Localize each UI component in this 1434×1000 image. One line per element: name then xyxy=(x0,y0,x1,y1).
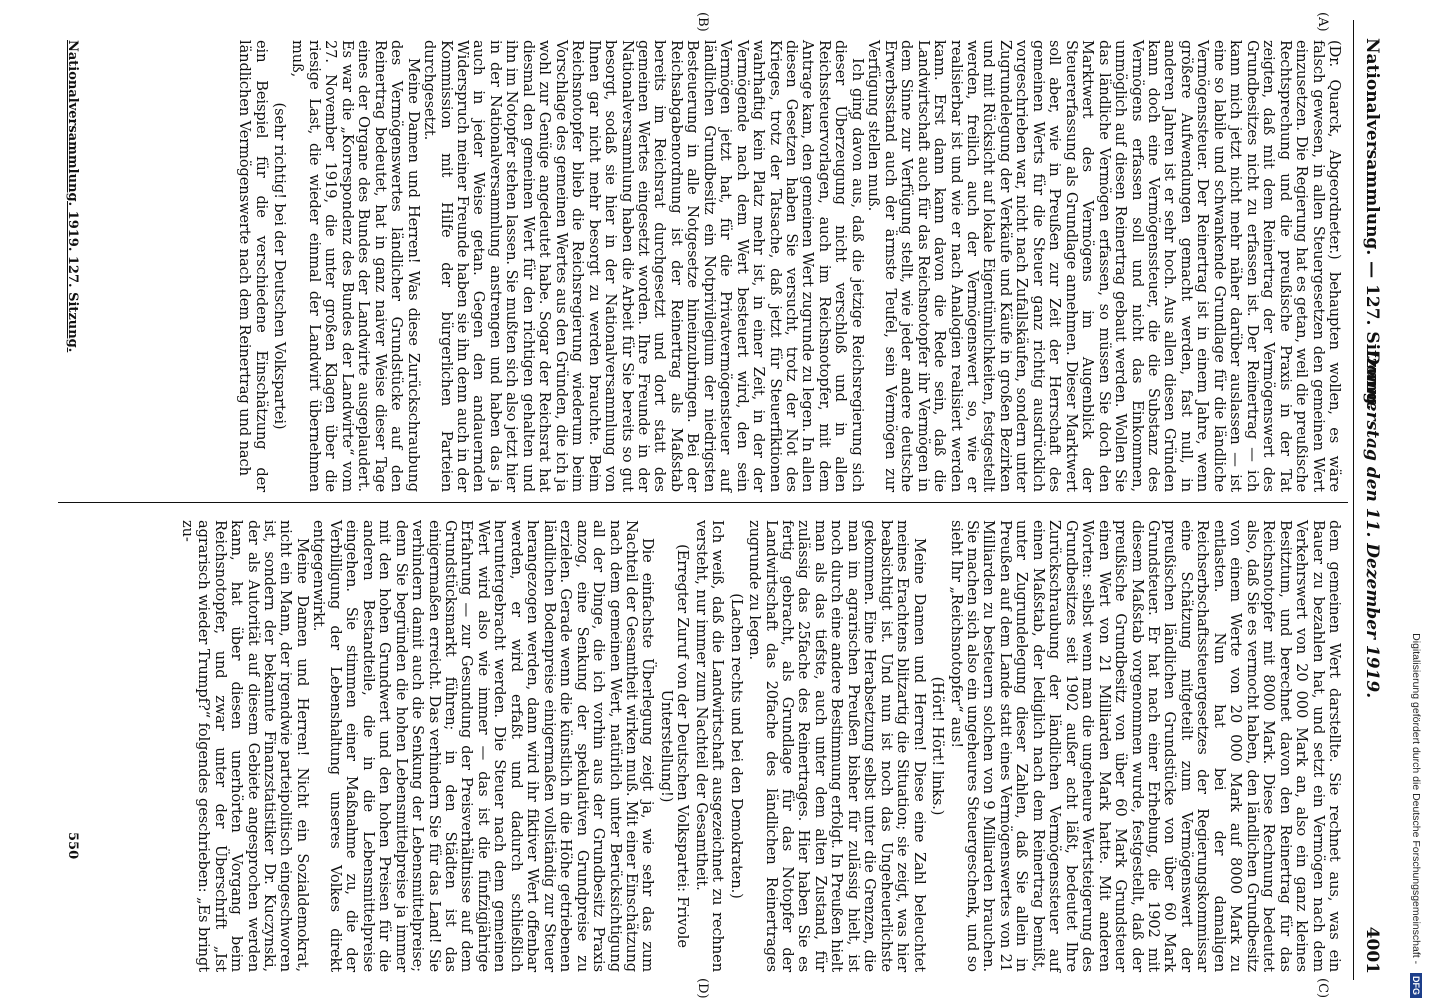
paragraph: ein Beispiel für die verschiedene Einschätzung der ländlichen Vermögenswerte nach dem Reinertrag und nach xyxy=(236,40,270,492)
digitization-credit xyxy=(1404,8,1428,998)
paragraph: Meine Damen und Herren! Diese eine Zahl beleuchtet meines Erachtens blitzartig die Situation; sie zeigt, was hier beabsichtigt ist. Und nun ist noch das Ungeheuerlichste gekommen. Eine Herabsetzung selbst unter die Grenzen, die man im agrarischen Preußen bisher für zulässig hielt, ist noch durch eine andere Bestimmung erfolgt. In Preußen hielt man als das tiefste, auch unter dem alten Zustand, für zulässig das 25fache des Reinertrages. Hier haben Sie es fertig gebracht, als Grundlage für das Notopfer der Landwirtschaft das 20fache des ländlichen Reinertrages zugrunde zu legen. xyxy=(746,520,928,972)
paragraph: dem gemeinen Wert darstellte. Sie rechnet aus, was ein Bauer zu bezahlen hat, und setzt ein Vermögen nach dem Verkehrswert von 20 000 Mark an, also ein ganz kleines Besitztum, und berechnet davon den Reinertrag für das Reichsnotopfer mit 8000 Mark. Diese Rechnung bedeutet also, daß Sie es vermocht haben, den ländlichen Grundbesitz von einem Werte von 20 000 Mark auf 8000 Mark zu entlasten. Nun hat bei der damaligen Reichserbschaftssteuergesetzes der Regierungskommissar eine Schätzung mitgeteilt zum Vermögenswert der preußischen ländlichen Grundstücke von über 60 Mark Grundsteuer. Er hat nach einer Erhebung, die 1902 mit diesem Maßstab vorgenommen wurde, festgestellt, daß der preußische Grundbesitz von über 60 Mark Grundsteuer einen Wert von 21 Milliarden Mark hatte. Mit anderen Worten: selbst wenn man die ungeheure Wertsteigerung des Grundbesitzes seit 1902 außer acht läßt, bedeutet Ihre Zurückschraubung der ländlichen Vermögenssteuer auf einen Maßstab, der lediglich nach dem Reinertrag bemißt, unter Zugrundelegung dieser Zahlen, daß Sie allein in Preußen auf dem Lande statt eines Vermögenswertes von 21 Milliarden zu besteuern solchen von 9 Milliarden brauchen. Sie machen sich also ein ungeheures Steuergeschenk, und so sieht Ihr „Reichsnotopfer“ aus! xyxy=(947,520,1343,972)
paragraph: Ich weiß, daß die Landwirtschaft ausgezeichnet zu rechnen versteht, nur immer zum Nachteil der Gesamtheit. xyxy=(692,520,727,972)
paragraph: (Dr. Quarck, Abgeordneter.) behaupten wollen, es wäre falsch gewesen, in allen Steuergesetzen den gemeinen Wert einzusetzen. Die Regierung hat es getan, weil die preußische Rechtsprechung und die preußische Praxis in der Tat zeigten, daß mit dem Reinertrag der Vermögenswert des Grundbesitzes nicht zu erfassen ist. Der Reinertrag — ich kann mich jetzt nicht mehr näher darüber auslassen — ist eine so labile und schwankende Grundlage für die ländliche Vermögenssteuer. Der Reinertrag ist in einem Jahre, wenn größere Aufwendungen gemacht werden, fast null, in anderen Jahren ist er sehr hoch. Aus allen diesen Gründen kann doch eine Vermögenssteuer, die die Substanz des Vermögens erfassen soll und nicht das Einkommen, unmöglich auf diesen Reinertrag gebaut werden. Wollen Sie das ländliche Vermögen erfassen, so müssen Sie doch den Marktwert des Vermögens im Augenblick der Steuererfassung als Grundlage annehmen. Dieser Marktwert soll aber, wie in Preußen zur Zeit der Herrschaft des gemeinen Werts für die Steuer ganz richtig ausdrücklich vorgeschrieben war, nicht nach Zufallskäufen, sondern unter Zugrundelegung der Verkäufe und Käufe in großen Bezirken und mit Rücksicht auf lokale Eigentümlichkeiten, festgestellt werden, freilich auch der Vermögenswert so, wie er realisierbar ist und wie er nach Analogien realisiert werden kann. Erst dann kann davon die Rede sein, daß die Landwirtschaft auch für das Reichsnotopfer ihr Vermögen in dem Sinne zur Verfügung stellt, wie jeder andere deutsche Erwerbsstand auch der ärmste Teufel, sein Vermögen zur Verfügung stellen muß. xyxy=(865,40,1343,492)
margin-marker-a: (A) xyxy=(1315,12,1330,32)
interjection: (sehr richtig! bei der Deutschen Volkspartei) xyxy=(271,102,288,430)
margin-marker-d: (D) xyxy=(695,978,710,999)
credit-text: Digitalisierung gefördert durch die Deutsche Forschungsgemeinschaft - xyxy=(1410,633,1422,965)
header-date: Donnerstag den 11. Dezember 1919. xyxy=(1362,350,1382,699)
page-number: 4001 xyxy=(1362,926,1382,974)
right-text-column xyxy=(178,520,1342,972)
header-session-title: Nationalversammlung. — 127. Sitzung. xyxy=(1362,38,1382,411)
left-text-column xyxy=(236,40,1342,492)
margin-marker-b: (B) xyxy=(695,12,710,32)
interjection: (Lachen rechts und bei den Demokraten.) xyxy=(727,593,745,899)
interjection: (Erregter Zuruf von der Deutschen Volkspartei: Frivole Unterstellung!) xyxy=(657,544,692,948)
column-divider xyxy=(58,502,1348,503)
paragraph: Meine Damen und Herren! Nicht ein Sozialdemokrat, nicht ein Mann, der irgendwie parteipolitisch eingeschworen ist, sondern der bekannte Finanzstatistiker Dr. Kuczynski, der als Autorität auf diesem Gebiete angesprochen werden kann, hat über diesen unerhörten Vorgang beim Reichsnotopfer, und zwar unter der Überschrift „Ist agrarisch wieder Trumpf?“ folgendes geschrieben: „Es bringt zu- xyxy=(178,520,311,972)
footer-signature-number: 550 xyxy=(65,832,80,860)
newspaper-page xyxy=(30,0,1410,1000)
footer-session-note: Nationalversammlung. 1919. 127. Sitzung. xyxy=(65,40,80,353)
margin-marker-c: (C) xyxy=(1315,978,1330,999)
paragraph: Meine Damen und Herren! Was diese Zurückschraubung des Vermögenswertes ländlicher Grundstücke auf den Reinertrag bedeutet, hat in ganz naiver Weise dieser Tage eines der Organe des Bundes der Landwirte ausgeplaudert. Es war die „Korrespondenz des Bundes der Landwirte“ vom 27. November 1919, die unter großen Klagen über die riesige Last, die wieder einmal der Landwirt übernehmen muß, xyxy=(289,40,422,492)
paragraph: Ich ging davon aus, daß die jetzige Reichsregierung sich dieser Überzeugung nicht verschloß und in allen Reichssteuervorlagen, auch im Reichsnotopfer, mit dem Antrage kam, den gemeinen Wert zugrunde zu legen. In allen diesen Gesetzen haben Sie versucht, trotz der Not des Krieges, trotz der Tatsache, daß jetzt für Steuerfiktionen wahrhaftig kein Platz mehr ist, in einer Zeit, in der der Vermögende nach dem Wert besteuert wird, den sein Vermögen jetzt hat, für die Privatvermögensteuer auf ländlichen Grundbesitz ein Notprivilegium der niedrigsten Besteuerung in alle Notgesetze hineinzubringen. Bei der Reichsabgabenordnung ist der Reinertrag als Maßstab bereits im Reichsrat durchgesetzt und dort statt des gemeinen Wertes eingesetzt worden. Ihre Freunde in der Nationalversammlung haben die Arbeit für Sie bereits so gut besorgt, sodaß sie hier in der Nationalversammlung von Ihnen gar nicht mehr besorgt zu werden brauchte. Beim Reichsnotopfer blieb die Reichsregierung wiederum beim Vorschlage des gemeinen Wertes aus den Gründen, die ich ja wohl zur Genüge angedeutet habe. Sogar der Reichsrat hat diesmal den gemeinen Wert für den richtigen gehalten und ihn im Notopfer stehen lassen. Sie mußten sich also jetzt hier in der Nationalversammlung anstrengen und haben das ja auch in jeder Weise getan. Gegen den andauernden Widerspruch meiner Freunde haben sie ihn denn auch in der Kommission mit Hilfe der bürgerlichen Parteien durchgesetzt. xyxy=(421,40,866,492)
credit-text-line xyxy=(1404,8,1428,998)
paragraph: Die einfachste Überlegung zeigt ja, wie sehr das zum Nachteil der Gesamtheit wirken muß. Mit einer Einschätzung nach dem gemeinen Wert, natürlich unter Berücksichtigung all der Dinge, die ich vorhin aus der Grundbesitz Praxis anzog, eine Senkung der spekulativen Grundpreise zu erzielen. Gerade wenn die künstlich in die Höhe getriebenen ländlichen Bodenpreise einigermaßen vollständig zur Steuer herangezogen werden, dann wird ihr fiktiver Wert offenbar werden, er wird erfaßt und dadurch schließlich heruntergebracht werden. Die Steuer nach dem gemeinen Wert wird also wie immer — das ist die fünfzigjährige Erfahrung — zur Gesundung der Preisverhältnisse auf dem Grundstücksmarkt führen; in den Städten ist das einigermaßen erreicht. Das verhindern Sie für das Land! Sie verhindern damit auch die Senkung der Lebensmittelpreise; denn Sie begründen die hohen Lebensmittelpreise ja immer mit den hohen Grundwert und den hohen Preisen für die anderen Bestandteile, die in die Lebensmittelpreise eingehen. Sie stimmen einer Maßnahme zu, die der Verbilligung der Lebenshaltung unseres Volkes direkt entgegenwirkt. xyxy=(310,520,657,972)
page-header xyxy=(1353,20,1388,980)
dfg-logo: DFG xyxy=(1410,973,1422,998)
interjection: (Hört! Hört! links.) xyxy=(929,676,947,816)
